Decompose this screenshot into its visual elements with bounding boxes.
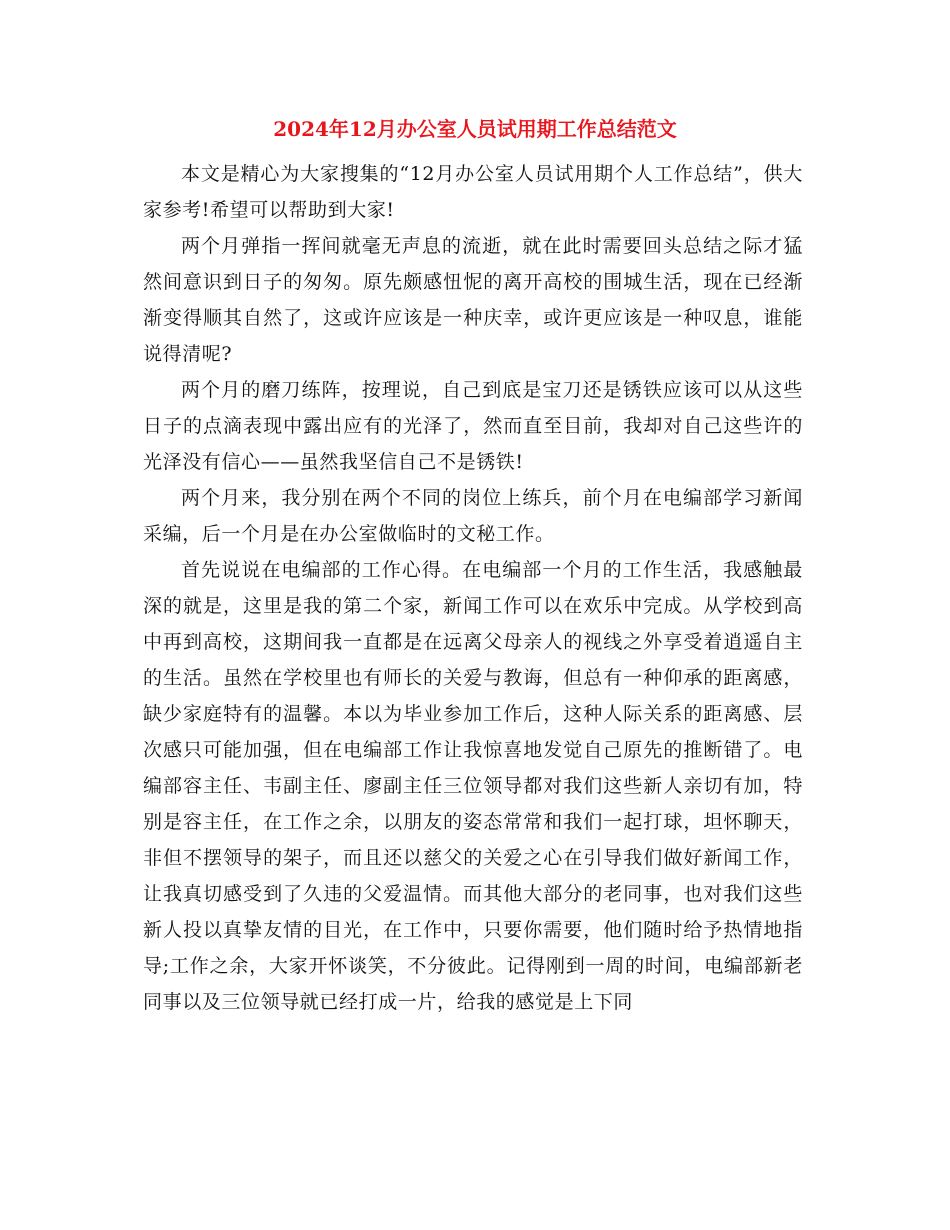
document-title: 2024年12月办公室人员试用期工作总结范文 [273,117,677,141]
paragraph-sharpening: 两个月的磨刀练阵，按理说，自己到底是宝刀还是锈铁应该可以从这些日子的点滴表现中露出应有的光泽了，然而直至目前，我却对自己这些许的光泽没有信心——虽然我坚信自己不是锈铁! [143,379,803,473]
paragraph-two-months: 两个月弹指一挥间就毫无声息的流逝，就在此时需要回头总结之际才猛然间意识到日子的匆匆。原先颇感忸怩的离开高校的围城生活，现在已经渐渐变得顺其自然了，这或许应该是一种庆幸，或许更应该是一种叹息，谁能说得清呢? [143,235,803,365]
document-body [143,156,803,1020]
paragraph-intro: 本文是精心为大家搜集的“12月办公室人员试用期个人工作总结”，供大家参考!希望可以帮助到大家! [143,163,803,221]
paragraph-positions: 两个月来，我分别在两个不同的岗位上练兵，前个月在电编部学习新闻采编，后一个月是在办公室做临时的文秘工作。 [143,487,803,545]
paragraph-editing-dept: 首先说说在电编部的工作心得。在电编部一个月的工作生活，我感触最深的就是，这里是我的第二个家，新闻工作可以在欢乐中完成。从学校到高中再到高校，这期间我一直都是在远离父母亲人的视线之外享受着逍遥自主的生活。虽然在学校里也有师长的关爱与教诲，但总有一种仰承的距离感，缺少家庭特有的温馨。本以为毕业参加工作后，这种人际关系的距离感、层次感只可能加强，但在电编部工作让我惊喜地发觉自己原先的推断错了。电编部容主任、韦副主任、廖副主任三位领导都对我们这些新人亲切有加，特别是容主任，在工作之余，以朋友的姿态常常和我们一起打球，坦怀聊天，非但不摆领导的架子，而且还以慈父的关爱之心在引导我们做好新闻工作，让我真切感受到了久违的父爱温情。而其他大部分的老同事，也对我们这些新人投以真挚友情的目光，在工作中，只要你需要，他们随时给予热情地指导;工作之余，大家开怀谈笑，不分彼此。记得刚到一周的时间，电编部新老同事以及三位领导就已经打成一片，给我的感觉是上下同 [143,559,803,1013]
